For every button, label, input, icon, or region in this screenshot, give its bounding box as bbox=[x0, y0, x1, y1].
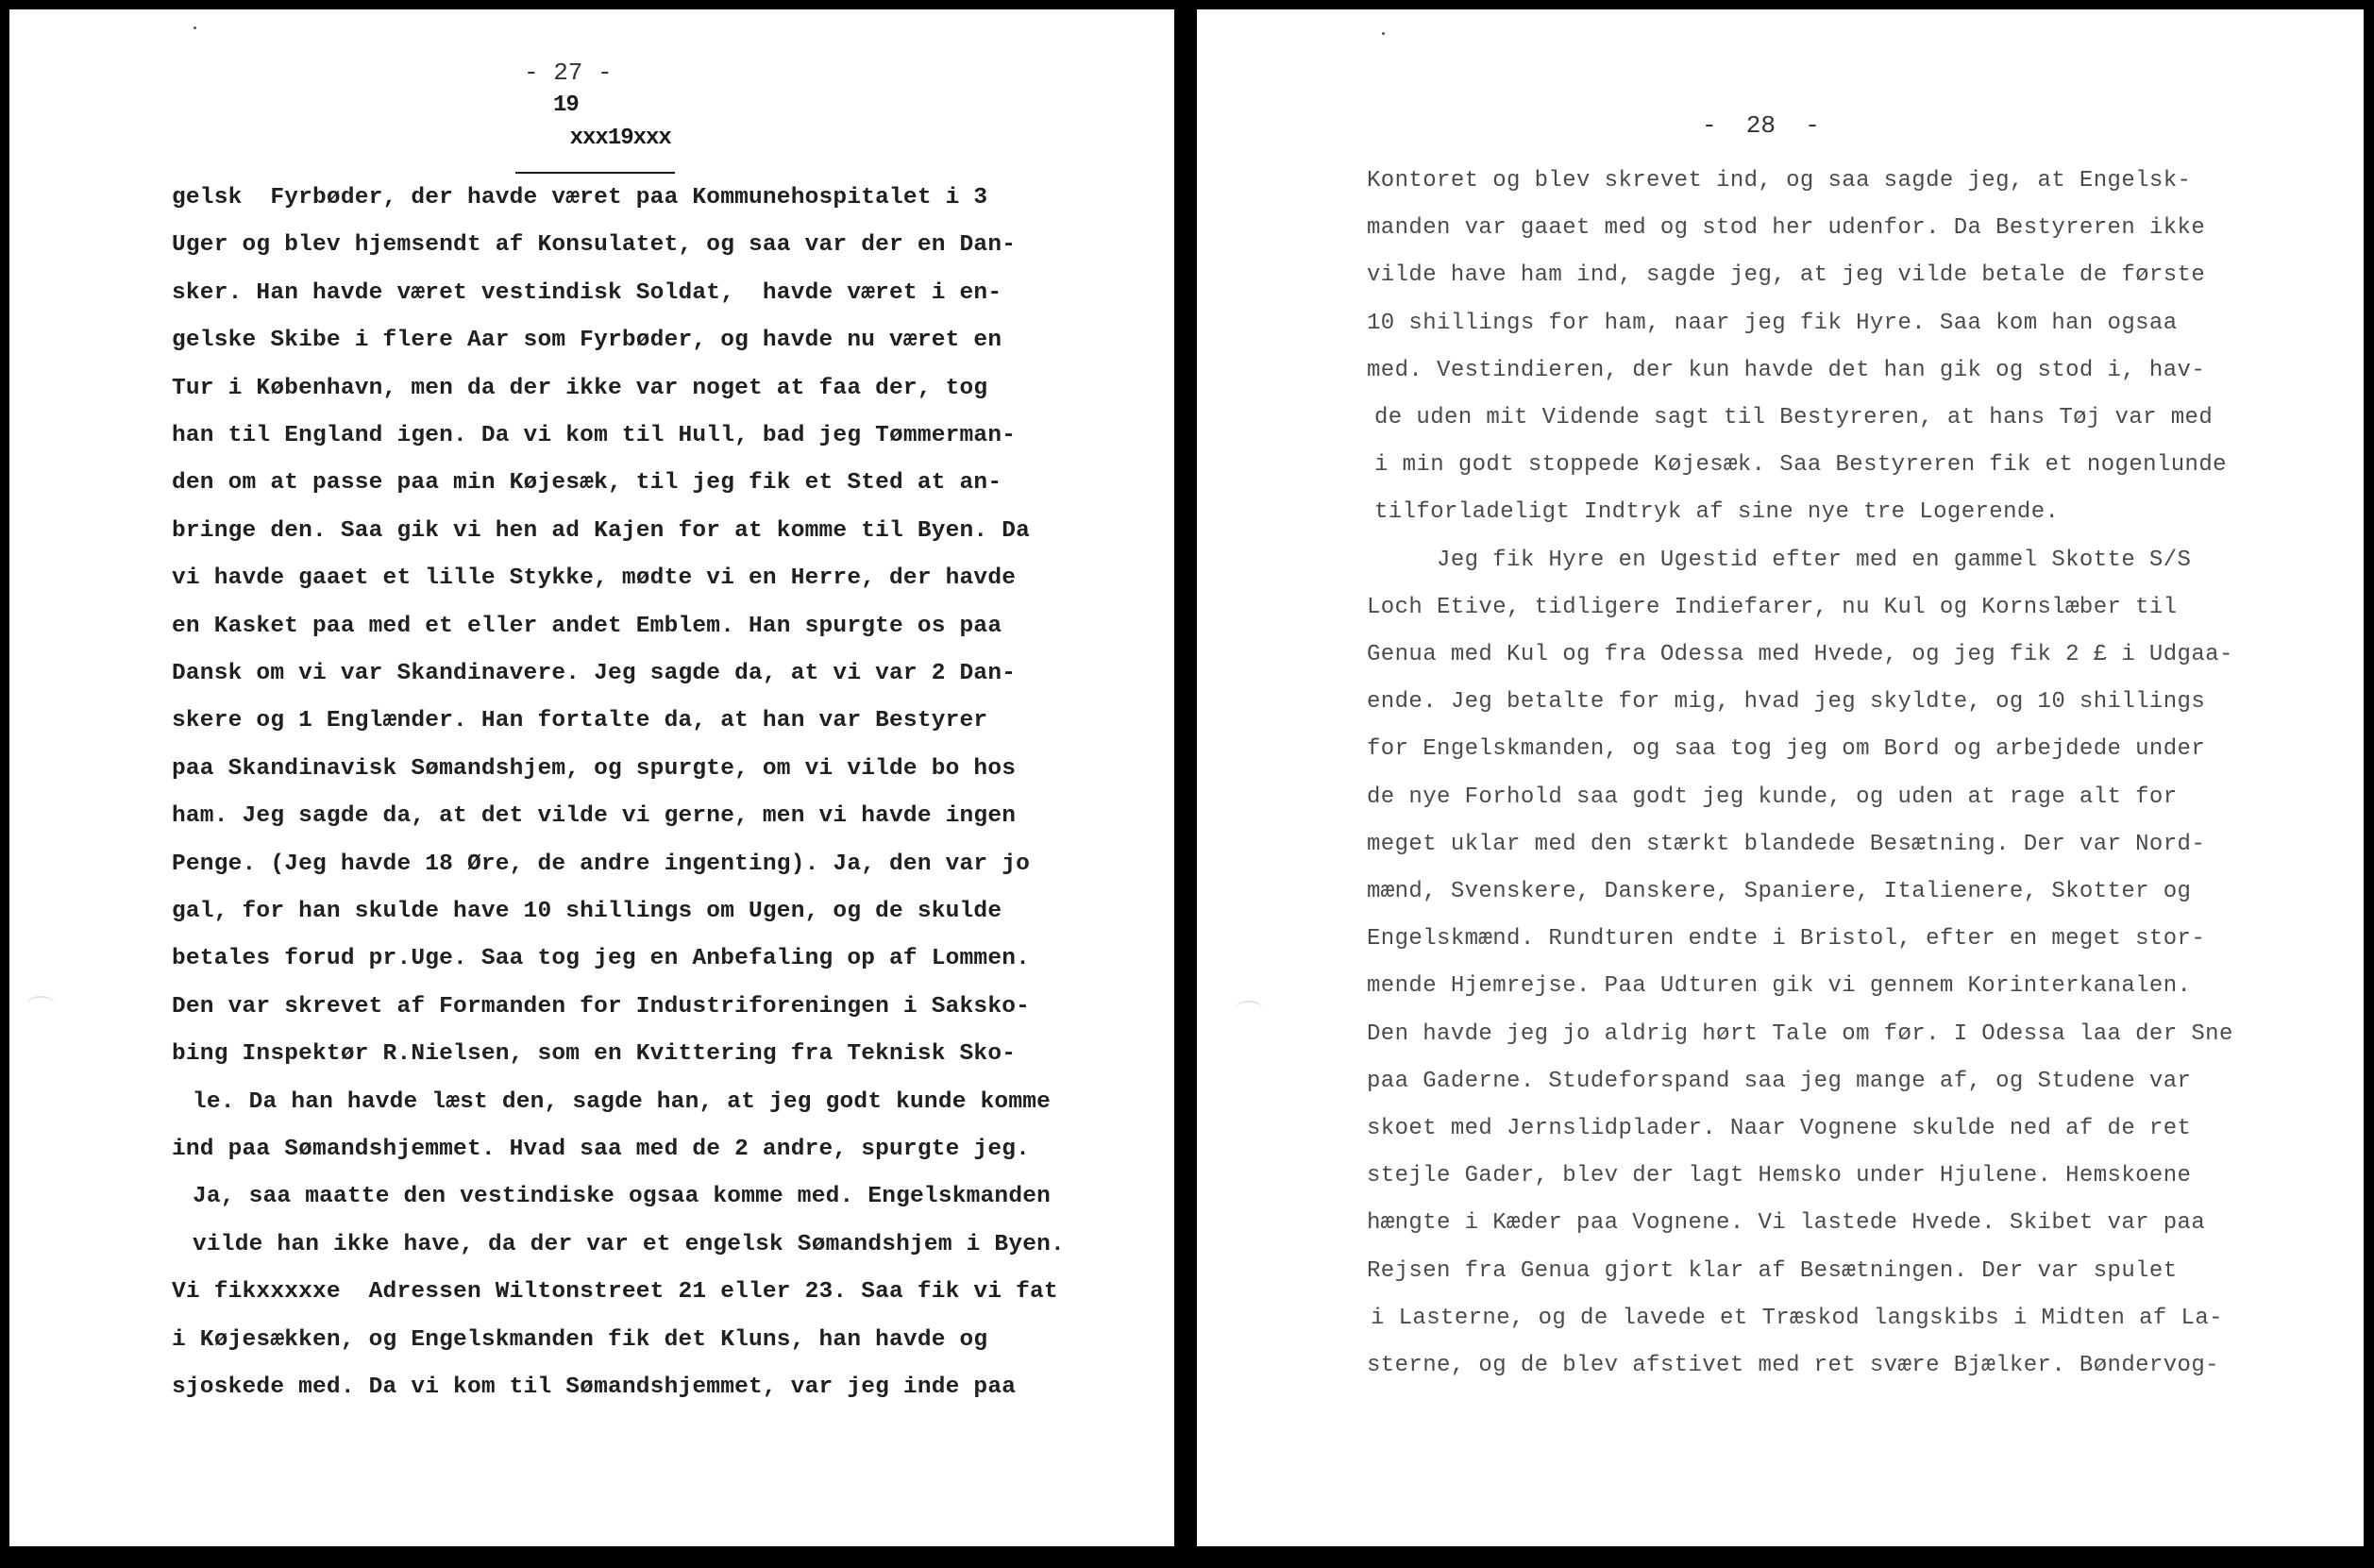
scan-margin-mark bbox=[26, 996, 55, 1013]
text-line: bringe den. Saa gik vi hen ad Kajen for at komme til Byen. Da bbox=[172, 517, 1031, 544]
text-line: betales forud pr.Uge. Saa tog jeg en Anbefaling op af Lommen. bbox=[172, 946, 1031, 972]
scan-speck bbox=[194, 26, 196, 29]
text-line: hængte i Kæder paa Vognene. Vi lastede Hvede. Skibet var paa bbox=[1367, 1210, 2206, 1237]
text-line: vilde han ikke have, da der var et engelsk Sømandshjem i Byen. bbox=[193, 1231, 1065, 1257]
text-line: tilforladeligt Indtryk af sine nye tre Logerende. bbox=[1374, 499, 2060, 526]
text-line: Den havde jeg jo aldrig hørt Tale om før. I Odessa laa der Sne bbox=[1367, 1020, 2233, 1047]
text-line: mænd, Svenskere, Danskere, Spaniere, Italienere, Skotter og bbox=[1367, 879, 2192, 904]
text-line: i Køjesækken, og Engelskmanden fik det Kluns, han havde og bbox=[172, 1326, 988, 1353]
text-line: Penge. (Jeg havde 18 Øre, de andre ingenting). Ja, den var jo bbox=[172, 851, 1031, 877]
strike-line bbox=[515, 172, 675, 174]
text-line: sterne, og de blev afstivet med ret svære Bjælker. Bøndervog- bbox=[1367, 1353, 2219, 1378]
text-line: le. Da han havde læst den, sagde han, at jeg godt kunde komme bbox=[193, 1088, 1052, 1115]
text-line: Tur i København, men da der ikke var noget at faa der, tog bbox=[172, 375, 988, 401]
text-line: ind paa Sømandshjemmet. Hvad saa med de 2 andre, spurgte jeg. bbox=[172, 1137, 1031, 1162]
text-line: for Engelskmanden, og saa tog jeg om Bord og arbejdede under bbox=[1367, 736, 2206, 763]
scan-speck bbox=[1382, 32, 1385, 35]
text-line: stejle Gader, blev der lagt Hemsko under Hjulene. Hemskoene bbox=[1367, 1163, 2192, 1189]
text-line: den om at passe paa min Køjesæk, til jeg fik et Sted at an- bbox=[172, 470, 1002, 497]
text-line: vilde have ham ind, sagde jeg, at jeg vilde betale de første bbox=[1367, 262, 2206, 289]
struck-page-number-overtype: 19 bbox=[553, 93, 579, 118]
page-number: - 28 - bbox=[1702, 111, 1820, 140]
page-right bbox=[1197, 9, 2364, 1546]
text-line: skoet med Jernslidplader. Naar Vognene skulde ned af de ret bbox=[1367, 1116, 2192, 1141]
page-left bbox=[9, 9, 1174, 1546]
text-line: manden var gaaet med og stod her udenfor. Da Bestyreren ikke bbox=[1367, 215, 2206, 242]
text-line: meget uklar med den stærkt blandede Besætning. Der var Nord- bbox=[1367, 831, 2206, 857]
text-line: de nye Forhold saa godt jeg kunde, og uden at rage alt for bbox=[1367, 784, 2178, 810]
text-line: med. Vestindieren, der kun havde det han gik og stod i, hav- bbox=[1367, 357, 2206, 383]
text-line: vi havde gaaet et lille Stykke, mødte vi en Herre, der havde bbox=[172, 565, 1017, 592]
scan-margin-mark bbox=[1235, 1001, 1263, 1018]
text-line: Rejsen fra Genua gjort klar af Besætningen. Der var spulet bbox=[1367, 1257, 2178, 1284]
text-line: paa Gaderne. Studeforspand saa jeg mange af, og Studene var bbox=[1367, 1068, 2192, 1094]
text-line: i Lasterne, og de lavede et Træskod langskibs i Midten af La- bbox=[1371, 1305, 2223, 1331]
text-line: i min godt stoppede Køjesæk. Saa Bestyreren fik et nogenlunde bbox=[1374, 452, 2227, 479]
text-line: bing Inspektør R.Nielsen, som en Kvittering fra Teknisk Sko- bbox=[172, 1041, 1017, 1068]
text-line: han til England igen. Da vi kom til Hull, bad jeg Tømmerman- bbox=[172, 423, 1017, 448]
text-line: gal, for han skulde have 10 shillings om Ugen, og de skulde bbox=[172, 899, 1002, 924]
text-line: Engelskmænd. Rundturen endte i Bristol, efter en meget stor- bbox=[1367, 926, 2206, 953]
text-line: skere og 1 Englænder. Han fortalte da, at han var Bestyrer bbox=[172, 708, 988, 734]
text-line: paa Skandinavisk Sømandshjem, og spurgte, om vi vilde bo hos bbox=[172, 755, 1017, 782]
text-line: Kontoret og blev skrevet ind, og saa sagde jeg, at Engelsk- bbox=[1367, 168, 2192, 194]
text-line: gelske Skibe i flere Aar som Fyrbøder, og havde nu været en bbox=[172, 328, 1002, 354]
text-line: de uden mit Vidende sagt til Bestyreren, at hans Tøj var med bbox=[1374, 405, 2214, 430]
text-line: sjoskede med. Da vi kom til Sømandshjemmet, var jeg inde paa bbox=[172, 1374, 1017, 1400]
text-line: Jeg fik Hyre en Ugestid efter med en gammel Skotte S/S bbox=[1367, 547, 2192, 573]
text-line: gelsk Fyrbøder, der havde været paa Kommunehospitalet i 3 bbox=[172, 185, 988, 211]
text-line: Vi fikxxxxxe Adressen Wiltonstreet 21 eller 23. Saa fik vi fat bbox=[172, 1279, 1058, 1306]
text-line: en Kasket paa med et eller andet Emblem. Han spurgte os paa bbox=[172, 613, 1002, 639]
text-line: Dansk om vi var Skandinavere. Jeg sagde da, at vi var 2 Dan- bbox=[172, 661, 1017, 686]
text-line: ende. Jeg betalte for mig, hvad jeg skyldte, og 10 shillings bbox=[1367, 689, 2206, 716]
text-line: Genua med Kul og fra Odessa med Hvede, og jeg fik 2 £ i Udgaa- bbox=[1367, 642, 2233, 667]
text-line: Ja, saa maatte den vestindiske ogsaa komme med. Engelskmanden bbox=[193, 1184, 1052, 1210]
text-line: Loch Etive, tidligere Indiefarer, nu Kul og Kornslæber til bbox=[1367, 594, 2178, 620]
text-line: Uger og blev hjemsendt af Konsulatet, og saa var der en Dan- bbox=[172, 232, 1017, 259]
text-line: mende Hjemrejse. Paa Udturen gik vi gennem Korinterkanalen. bbox=[1367, 973, 2192, 1000]
struck-page-number-text: xxx19xxx bbox=[569, 126, 671, 151]
text-line: 10 shillings for ham, naar jeg fik Hyre. Saa kom han ogsaa bbox=[1367, 310, 2178, 336]
text-line: sker. Han havde været vestindisk Soldat, havde været i en- bbox=[172, 279, 1002, 306]
page-number: - 27 - bbox=[524, 59, 613, 87]
text-line: Den var skrevet af Formanden for Industriforeningen i Saksko- bbox=[172, 993, 1031, 1020]
text-line: ham. Jeg sagde da, at det vilde vi gerne, men vi havde ingen bbox=[172, 803, 1017, 830]
